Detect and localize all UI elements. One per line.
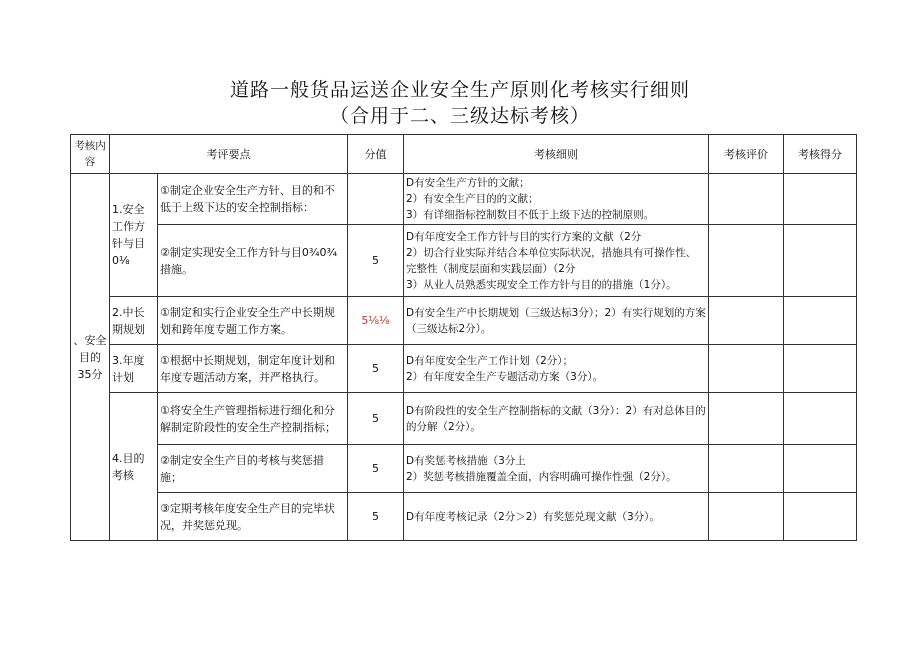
detail-cell bbox=[404, 297, 709, 345]
table-row bbox=[71, 393, 857, 445]
score-cell: 5 bbox=[348, 493, 404, 541]
detail-cell bbox=[404, 225, 709, 297]
eval-cell bbox=[709, 225, 784, 297]
header-content: 考核内容 bbox=[71, 135, 110, 174]
detail-line: D有奖惩考核措施（3分上 bbox=[406, 454, 526, 467]
got-cell bbox=[784, 445, 857, 493]
sub-item-cell: 4.目的考核 bbox=[110, 393, 158, 541]
got-cell bbox=[784, 174, 857, 225]
score-cell bbox=[348, 174, 404, 225]
table-row bbox=[71, 297, 857, 345]
score-cell: 5⅛⅛ bbox=[348, 297, 404, 345]
got-cell bbox=[784, 297, 857, 345]
point-cell: ②制定安全生产目的考核与奖惩措施； bbox=[158, 445, 348, 493]
point-cell: ①制定和实行企业安全生产中长期规划和跨年度专题工作方案。 bbox=[158, 297, 348, 345]
header-eval: 考核评价 bbox=[709, 135, 784, 174]
score-cell: 5 bbox=[348, 445, 404, 493]
detail-line: 2）切合行业实际并结合本单位实际状况，措施具有可操作性、完整性（制度层面和实践层面）（2分 bbox=[406, 246, 697, 275]
point-cell: ①根据中长期规划，制定年度计划和年度专题活动方案，并严格执行。 bbox=[158, 345, 348, 393]
detail-cell bbox=[404, 345, 709, 393]
table-row bbox=[71, 345, 857, 393]
detail-line: 2）有年度安全生产专题活动方案（3分）。 bbox=[406, 370, 604, 383]
eval-cell bbox=[709, 174, 784, 225]
eval-cell bbox=[709, 445, 784, 493]
detail-line: D有阶段性的安全生产控制指标的文献（3分）：2）有对总体目的的分解（2分）。 bbox=[406, 404, 706, 433]
score-cell: 5 bbox=[348, 393, 404, 445]
detail-line: D有年度安全工作方针与目的实行方案的文献（2分 bbox=[406, 230, 642, 243]
detail-line: D有年度安全生产工作计划（2分）； bbox=[406, 354, 574, 367]
eval-cell bbox=[709, 345, 784, 393]
table-header-row bbox=[71, 135, 857, 174]
score-cell: 5 bbox=[348, 345, 404, 393]
document-title: 道路一般货品运送企业安全生产原则化考核实行细则 bbox=[229, 79, 690, 101]
detail-line: D有安全生产中长期规划（三级达标3分）；2）有实行规划的方案（三级达标2分）。 bbox=[406, 306, 706, 335]
detail-line: 3）有详细指标控制数目不低于上级下达的控制原则。 bbox=[406, 209, 655, 221]
header-points: 考评要点 bbox=[110, 135, 348, 174]
detail-cell bbox=[404, 393, 709, 445]
eval-cell bbox=[709, 297, 784, 345]
header-score: 分值 bbox=[348, 135, 404, 174]
detail-line: 2）奖惩考核措施覆盖全面，内容明确可操作性强（2分）。 bbox=[406, 470, 677, 483]
header-got: 考核得分 bbox=[784, 135, 857, 174]
section-cell: 、安全目的35分 bbox=[71, 174, 110, 541]
assessment-table bbox=[70, 134, 857, 541]
table-row bbox=[71, 445, 857, 493]
got-cell bbox=[784, 493, 857, 541]
detail-line: 3）从业人员熟悉实现安全工作方针与目的的措施（1分）。 bbox=[406, 278, 677, 291]
point-cell: ③定期考核年度安全生产目的完毕状况，并奖惩兑现。 bbox=[158, 493, 348, 541]
got-cell bbox=[784, 393, 857, 445]
sub-item-cell: 1.安全工作方针与目0⅛ bbox=[110, 174, 158, 297]
detail-line: 2）有安全生产目的的文献； bbox=[406, 193, 539, 205]
got-cell bbox=[784, 225, 857, 297]
detail-cell bbox=[404, 174, 709, 225]
header-detail: 考核细则 bbox=[404, 135, 709, 174]
detail-line: D有安全生产方针的文献； bbox=[406, 177, 530, 189]
point-cell: ①将安全生产管理指标进行细化和分解制定阶段性的安全生产控制指标； bbox=[158, 393, 348, 445]
detail-line: D有年度考核记录（2分＞2）有奖惩兑现文献（3分）。 bbox=[406, 510, 660, 523]
eval-cell bbox=[709, 493, 784, 541]
score-cell: 5 bbox=[348, 225, 404, 297]
table-row bbox=[71, 225, 857, 297]
sub-item-cell: 2.中长期规划 bbox=[110, 297, 158, 345]
eval-cell bbox=[709, 393, 784, 445]
detail-cell bbox=[404, 445, 709, 493]
table-row bbox=[71, 493, 857, 541]
point-cell: ①制定企业安全生产方针、目的和不低于上级下达的安全控制指标： bbox=[158, 174, 348, 225]
document-subtitle: （合用于二、三级达标考核） bbox=[329, 105, 590, 127]
point-cell: ②制定实现安全工作方针与目0¾0¾措施。 bbox=[158, 225, 348, 297]
got-cell bbox=[784, 345, 857, 393]
sub-item-cell: 3.年度计划 bbox=[110, 345, 158, 393]
table-row bbox=[71, 174, 857, 225]
detail-cell bbox=[404, 493, 709, 541]
